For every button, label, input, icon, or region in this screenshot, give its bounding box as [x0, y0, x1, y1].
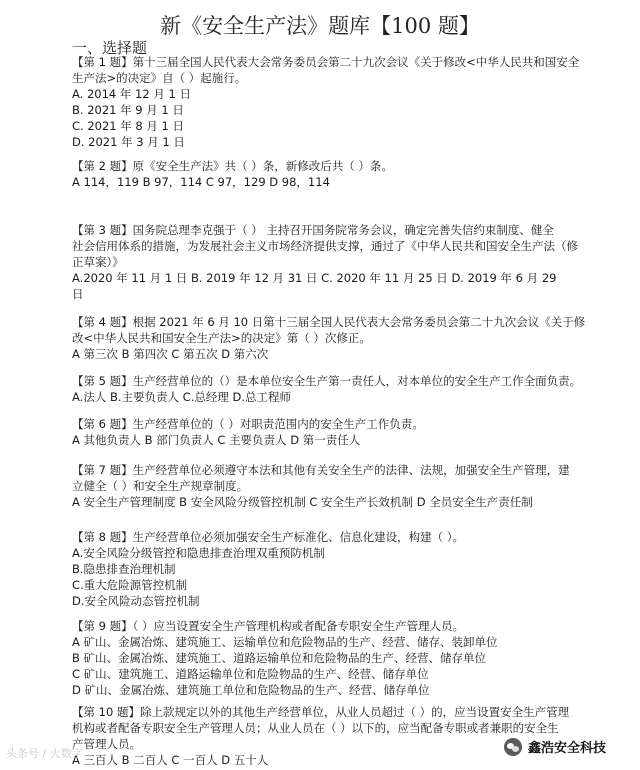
option: D 矿山、金属冶炼、建筑施工单位和危险物品的生产、经营、储存单位 [72, 683, 430, 697]
option: 日 [72, 287, 84, 301]
option: D. 2021 年 3 月 1 日 [72, 135, 185, 149]
question-text: 【第 4 题】根据 2021 年 6 月 10 日第十三届全国人民代表大会常务委员会第二十九次会议《关于修 [72, 315, 586, 329]
option: A 矿山、金属冶炼、建筑施工、运输单位和危险物品的生产、经营、储存、装卸单位 [72, 635, 498, 649]
question-text: 【第 3 题】国务院总理李克强于（ ） 主持召开国务院常务会议，确定完善失信约束制度、健全 [72, 223, 554, 237]
document-title: 新《安全生产法》题库【100 题】 [160, 14, 480, 38]
question-text: 改<中华人民共和国安全生产法>的决定》第（ ）次修正。 [72, 331, 371, 345]
question-9 [72, 618, 592, 698]
option: A 其他负责人 B 部门负责人 C 主要负责人 D 第一责任人 [72, 433, 361, 447]
option: D.安全风险动态管控机制 [72, 594, 200, 608]
option: B. 2021 年 9 月 1 日 [72, 103, 184, 117]
watermark-right [498, 735, 612, 758]
question-text: 【第 9 题】（ ）应当设置安全生产管理机构或者配备专职安全生产管理人员。 [72, 619, 465, 633]
question-7 [72, 462, 592, 510]
question-3 [72, 222, 592, 302]
option: A 安全生产管理制度 B 安全风险分级管控机制 C 安全生产长效机制 D 全员安全生产责任制 [72, 495, 533, 509]
question-text: 机构或者配备专职安全生产管理人员；从业人员在（ ）以下的，应当配备专职或者兼职的安全生 [72, 721, 559, 735]
watermark-brand: 鑫浩安全科技 [528, 741, 607, 756]
option: A.2020 年 11 月 1 日 B. 2019 年 12 月 31 日 C. 2020 年 11 月 25 日 D. 2019 年 6 月 29 [72, 271, 557, 285]
option: A 三百人 B 二百人 C 一百人 D 五十人 [72, 753, 269, 767]
question-text: 【第 2 题】原《安全生产法》共（ ）条，新修改后共（ ）条。 [72, 159, 393, 173]
question-text: 正草案）》 [72, 255, 124, 269]
watermark-left: 头条号 / 火数字 [6, 747, 83, 760]
question-6 [72, 416, 592, 448]
question-text: 生产法>的决定》自（ ）起施行。 [72, 71, 247, 85]
option: A 114，119 B 97，114 C 97，129 D 98，114 [72, 175, 330, 189]
wechat-icon [504, 738, 522, 756]
option: C. 2021 年 8 月 1 日 [72, 119, 185, 133]
section-heading: 一、选择题 [72, 39, 148, 57]
option: B.隐患排查治理机制 [72, 562, 176, 576]
option: A 第三次 B 第四次 C 第五次 D 第六次 [72, 347, 269, 361]
option: A.安全风险分级管控和隐患排查治理双重预防机制 [72, 546, 325, 560]
option: C 矿山、建筑施工、道路运输单位和危险物品的生产、经营、储存单位 [72, 667, 429, 681]
question-text: 【第 8 题】生产经营单位必须加强安全生产标准化、信息化建设，构建（ ）。 [72, 530, 465, 544]
question-text: 【第 5 题】生产经营单位的（）是本单位安全生产第一责任人，对本单位的安全生产工作全面负责。 [72, 374, 582, 388]
question-8 [72, 529, 592, 609]
question-1 [72, 54, 592, 150]
option: C.重大危险源管控机制 [72, 578, 188, 592]
question-5 [72, 373, 592, 405]
question-text: 【第 6 题】生产经营单位的（ ）对职责范围内的安全生产工作负责。 [72, 417, 424, 431]
question-2 [72, 158, 592, 190]
question-text: 产管理人员。 [72, 737, 141, 751]
question-text: 立健全（ ）和安全生产规章制度。 [72, 479, 249, 493]
option: B 矿山、金属冶炼、建筑施工、道路运输单位和危险物品的生产、经营、储存单位 [72, 651, 487, 665]
option: A.法人 B.主要负责人 C.总经理 D.总工程师 [72, 390, 292, 404]
option: A. 2014 年 12 月 1 日 [72, 87, 191, 101]
question-text: 【第 7 题】生产经营单位必须遵守本法和其他有关安全生产的法律、法规，加强安全生产管理，建 [72, 463, 570, 477]
question-4 [72, 314, 592, 362]
question-text: 【第 10 题】除上款规定以外的其他生产经营单位，从业人员超过（ ）的，应当设置安全生产管理 [72, 705, 570, 719]
question-text: 【第 1 题】第十三届全国人民代表大会常务委员会第二十九次会议《关于修改<中华人民共和国安全 [72, 55, 580, 69]
question-text: 社会信用体系的措施，为发展社会主义市场经济提供支撑，通过了《中华人民共和国安全生产法（修 [72, 239, 578, 253]
